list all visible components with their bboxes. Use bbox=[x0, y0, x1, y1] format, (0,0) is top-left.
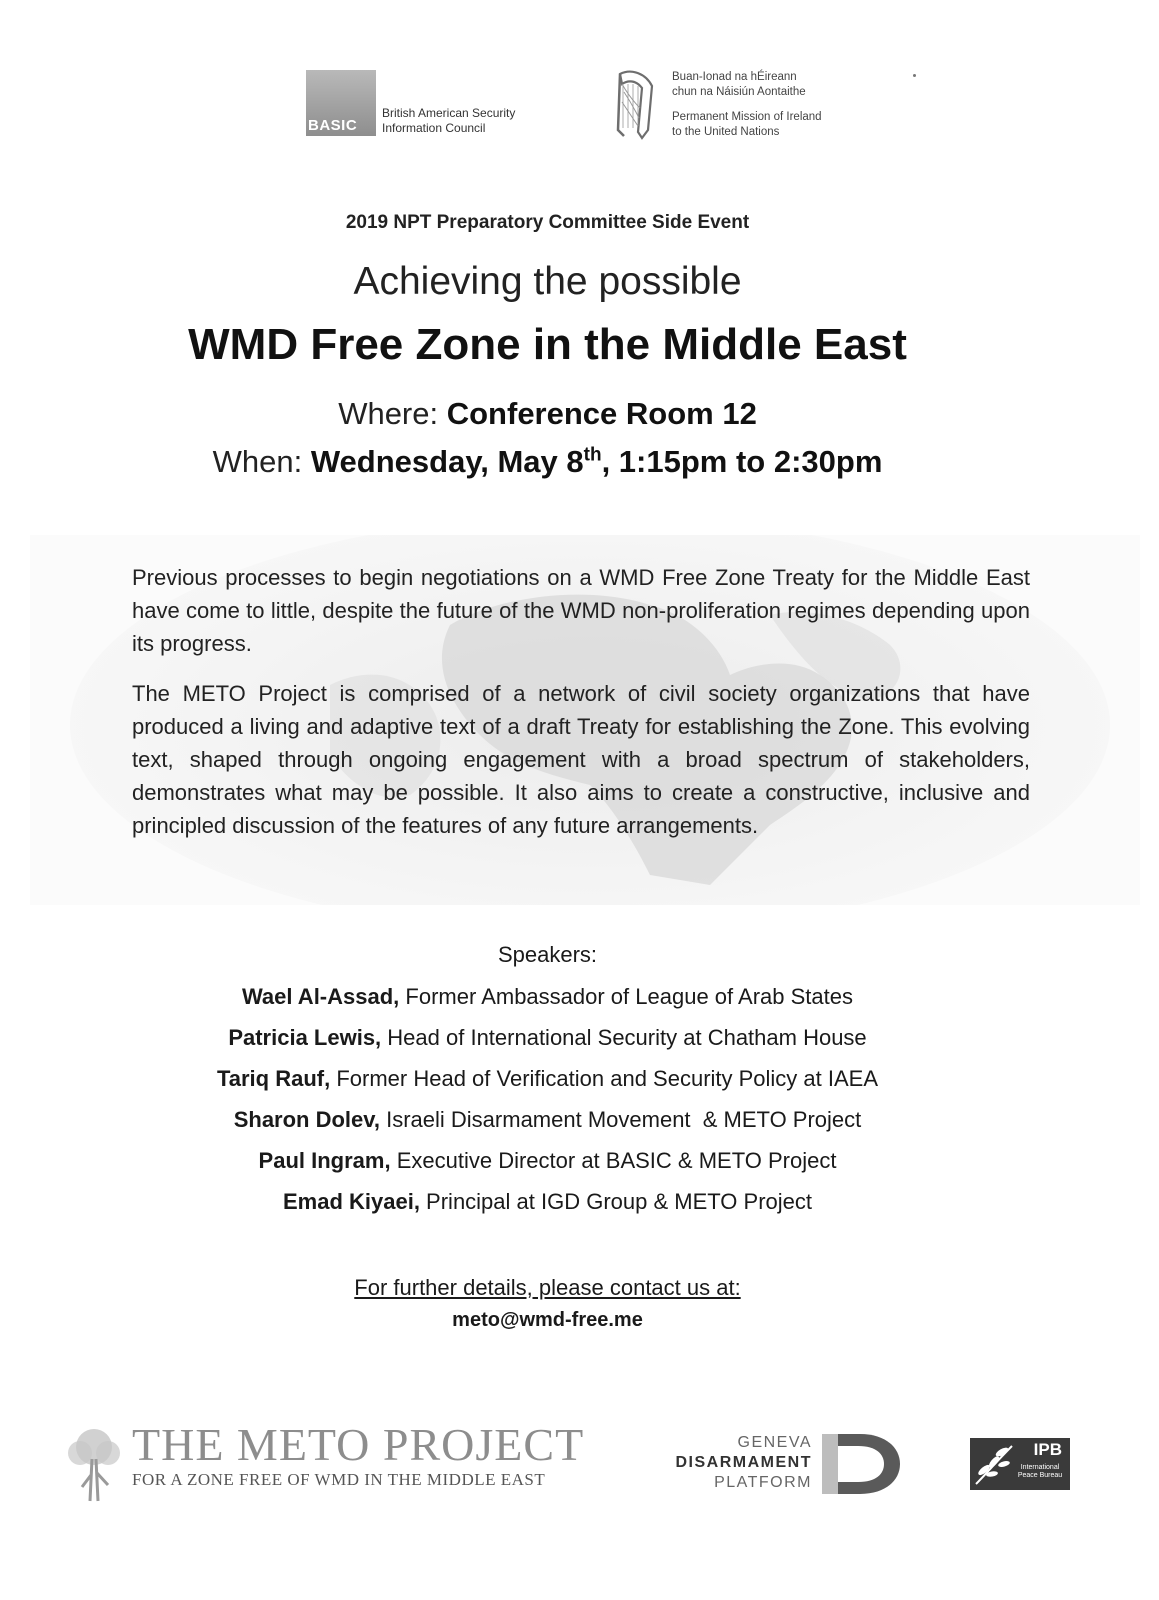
olive-tree-icon bbox=[60, 1425, 128, 1503]
when-time: , 1:15pm to 2:30pm bbox=[601, 444, 883, 479]
olive-branch-icon bbox=[972, 1440, 1020, 1488]
where-label: Where: bbox=[338, 396, 439, 431]
speaker-row bbox=[0, 1025, 1095, 1051]
scan-speck bbox=[913, 74, 916, 77]
meto-project-title: THE METO PROJECT bbox=[132, 1419, 585, 1470]
ireland-line1: Buan-Ionad na hÉireann bbox=[672, 71, 797, 83]
basic-logo bbox=[306, 70, 376, 136]
basic-name-line2: Information Council bbox=[382, 121, 486, 135]
speaker-row bbox=[0, 984, 1095, 1010]
basic-name-line1: British American Security bbox=[382, 106, 516, 120]
meto-project-subtitle: FOR A ZONE FREE OF WMD IN THE MIDDLE EAST bbox=[132, 1470, 546, 1489]
speaker-name: Emad Kiyaei, bbox=[282, 1189, 420, 1214]
gdp-line2: DISARMAMENT bbox=[675, 1454, 812, 1471]
gdp-line3: PLATFORM bbox=[714, 1474, 812, 1491]
when-sup: th bbox=[583, 444, 602, 466]
speaker-role: Executive Director at BASIC & METO Project bbox=[390, 1148, 837, 1173]
speakers-heading: Speakers: bbox=[497, 942, 598, 967]
ipb-logo bbox=[970, 1438, 1070, 1490]
speaker-row bbox=[0, 1189, 1095, 1215]
speaker-role: Principal at IGD Group & METO Project bbox=[419, 1189, 812, 1214]
speaker-name: Tariq Rauf, bbox=[216, 1066, 331, 1091]
when-day: Wednesday, May 8 bbox=[310, 444, 584, 479]
speaker-role: Former Head of Verification and Security Policy at IAEA bbox=[330, 1066, 879, 1091]
ipb-abbr: IPB bbox=[1033, 1440, 1062, 1459]
speaker-name: Wael Al-Assad, bbox=[241, 984, 400, 1009]
when-label: When: bbox=[212, 444, 303, 479]
event-location bbox=[0, 396, 1095, 432]
speaker-row bbox=[0, 1148, 1095, 1174]
title-line-1: Achieving the possible bbox=[353, 260, 742, 303]
speaker-role: Israeli Disarmament Movement & METO Project bbox=[380, 1107, 862, 1132]
ipb-name: International Peace Bureau bbox=[1017, 1464, 1063, 1479]
ireland-line4: to the United Nations bbox=[672, 126, 780, 138]
title-line-2: WMD Free Zone in the Middle East bbox=[188, 320, 907, 369]
speaker-role: Head of International Security at Chatham House bbox=[381, 1025, 867, 1050]
intro-paragraph: Previous processes to begin negotiations on a WMD Free Zone Treaty for the Middle East have come to little, despite the future of the WMD non-proliferation regimes depending upon its progress. bbox=[132, 565, 1030, 656]
gdp-line1: GENEVA bbox=[737, 1434, 812, 1451]
speaker-role: Former Ambassador of League of Arab States bbox=[399, 984, 853, 1009]
contact-line: For further details, please contact us at: bbox=[354, 1275, 741, 1300]
speaker-name: Paul Ingram, bbox=[258, 1148, 391, 1173]
gdp-d-logo-icon bbox=[820, 1432, 902, 1496]
basic-org-name bbox=[382, 106, 515, 136]
ireland-line2: chun na Náisiún Aontaithe bbox=[672, 86, 806, 98]
event-time bbox=[0, 444, 1095, 480]
speaker-row bbox=[0, 1107, 1095, 1133]
speaker-name: Patricia Lewis, bbox=[228, 1025, 382, 1050]
meto-paragraph: The METO Project is comprised of a network of civil society organizations that have produced a living and adaptive text of a draft Treaty for establishing the Zone. This evolving text, shaped through ongoing engagement with a broad spectrum of stakeholders, demonstrates what may be possible. It also aims to create a constructive, inclusive and principled discussion of the features of any future arrangements. bbox=[132, 681, 1030, 838]
harp-icon bbox=[612, 68, 656, 142]
speaker-name: Sharon Dolev, bbox=[233, 1107, 380, 1132]
speaker-row bbox=[0, 1066, 1095, 1092]
ireland-mission-name bbox=[672, 70, 822, 140]
basic-logo-abbr: BASIC bbox=[308, 117, 358, 134]
gdp-logo-text bbox=[650, 1433, 812, 1493]
where-value: Conference Room 12 bbox=[446, 396, 757, 431]
contact-email[interactable]: meto@wmd-free.me bbox=[452, 1309, 643, 1331]
event-label: 2019 NPT Preparatory Committee Side Event bbox=[345, 212, 750, 233]
ireland-line3: Permanent Mission of Ireland bbox=[672, 111, 822, 123]
